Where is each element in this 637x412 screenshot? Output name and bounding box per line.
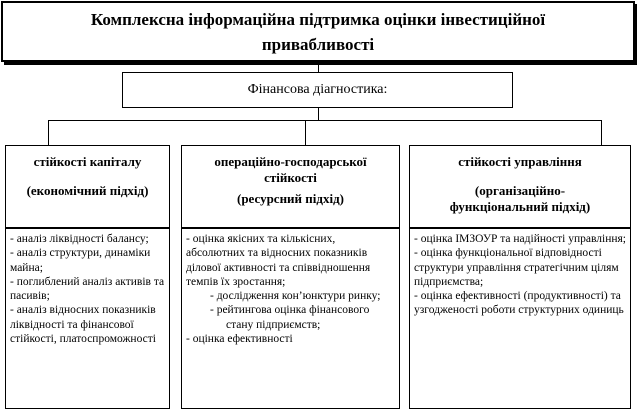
- list-item: - дослідження кон’юнктури ринку;: [210, 290, 381, 303]
- column-head-title: стійкості капіталу: [33, 154, 142, 169]
- diagram-title-text: Комплексна інформаційна підтримка оцінки інвестиційної привабливості: [90, 9, 546, 54]
- connector-title-diagnostics: [318, 62, 319, 72]
- column-head-title: стійкості управління: [458, 154, 582, 169]
- column-head-approach: (ресурсний підхід): [236, 191, 344, 206]
- list-item: - оцінка ефективності: [186, 333, 293, 346]
- column-head-management-stability: [409, 145, 631, 228]
- list-item: - аналіз ліквідності балансу;: [10, 233, 149, 245]
- column-head-approach: (організаційно-функціональний підхід): [449, 183, 591, 214]
- list-item: - оцінка ефективності (продуктивності) та узгодженості роботи структурних одиниць: [414, 290, 624, 317]
- column-body-management-stability: [409, 228, 631, 409]
- column-head-operational-stability: [181, 145, 400, 228]
- financial-diagnostics-box: [122, 72, 513, 108]
- column-head-approach: (економічний підхід): [26, 183, 149, 198]
- column-head-capital-stability: [5, 145, 170, 228]
- connector-col1: [48, 120, 49, 145]
- diagram-title: [1, 1, 635, 62]
- list-item: - оцінка якісних та кількісних, абсолютних та відносних показників ділової активності та співвідношення темпів їх зростання;: [186, 233, 371, 288]
- connector-col2: [305, 120, 306, 145]
- column-body-capital-stability: [5, 228, 170, 409]
- list-item: - оцінка функціональної відповідності структури управління стратегічним цілям підприємства;: [414, 247, 619, 288]
- list-item: - аналіз структури, динаміки майна;: [10, 247, 151, 274]
- connector-horizontal: [48, 120, 602, 121]
- column-head-title: операційно-господарської стійкості: [214, 154, 367, 185]
- column-body-operational-stability: [181, 228, 400, 409]
- connector-diagnostics-down: [318, 108, 319, 120]
- list-item: - рейтингова оцінка фінансового стану підприємств;: [210, 304, 370, 331]
- financial-diagnostics-label: Фінансова діагностика:: [247, 82, 388, 97]
- list-item: - поглиблений аналіз активів та пасивів;: [10, 275, 165, 303]
- list-item: - аналіз відносних показників ліквідності та фінансової стійкості, платоспроможності: [10, 304, 156, 346]
- connector-col3: [601, 120, 602, 145]
- list-item: - оцінка ІМЗОУР та надійності управління;: [414, 233, 626, 245]
